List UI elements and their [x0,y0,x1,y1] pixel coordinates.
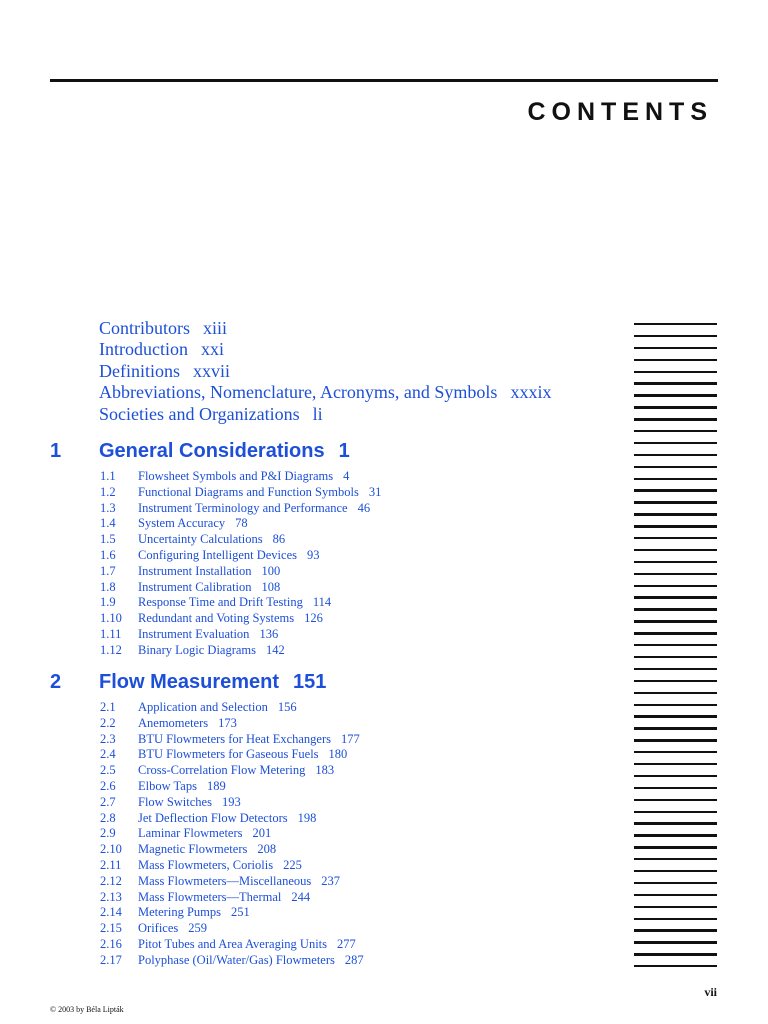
thumb-index-bar [634,882,717,884]
front-matter-item-introduction[interactable]: Introduction xxi [99,339,224,360]
thumb-index-bar [634,668,717,670]
top-rule [50,79,718,82]
toc-entry[interactable] [50,779,620,795]
section-link[interactable]: Cross-Correlation Flow Metering 183 [138,763,335,778]
thumb-index-bar [634,739,717,741]
thumb-index-bar [634,347,717,349]
section-link[interactable]: Pitot Tubes and Area Averaging Units 277 [138,936,356,951]
toc-entry[interactable] [50,937,620,953]
section-link[interactable]: Polyphase (Oil/Water/Gas) Flowmeters 287 [138,952,364,967]
thumb-index-bar [634,763,717,765]
thumb-index-bar [634,787,717,789]
toc-entry[interactable] [50,564,620,580]
toc-entry[interactable] [50,532,620,548]
section-link[interactable]: Configuring Intelligent Devices 93 [138,547,320,562]
section-link[interactable]: Instrument Installation 100 [138,563,281,578]
section-link[interactable]: System Accuracy 78 [138,516,248,531]
thumb-index-bar [634,799,717,801]
thumb-index-bar [634,632,717,634]
page-title: CONTENTS [527,98,713,126]
section-list [50,469,620,659]
section-link[interactable]: Orifices 259 [138,921,208,936]
toc-entry[interactable] [50,763,620,779]
thumb-index-bar [634,442,717,444]
toc-entry[interactable] [50,627,620,643]
toc-entry[interactable] [50,485,620,501]
section-number: 2.15 [100,921,122,936]
thumb-index-bar [634,656,717,658]
section-number: 2.13 [100,889,122,904]
chapter-title-link[interactable]: General Considerations 1 [99,440,350,462]
section-link[interactable]: Instrument Evaluation 136 [138,626,279,641]
thumb-index-bar [634,680,717,682]
thumb-index-bar [634,692,717,694]
section-number: 1.6 [100,547,116,562]
toc-entry[interactable] [50,826,620,842]
toc-entry[interactable] [50,548,620,564]
thumb-index-bar [634,822,717,824]
section-link[interactable]: Laminar Flowmeters 201 [138,826,272,841]
section-link[interactable]: Uncertainty Calculations 86 [138,532,286,547]
section-link[interactable]: BTU Flowmeters for Gaseous Fuels 180 [138,747,348,762]
toc-entry[interactable] [50,700,620,716]
thumb-index-bar [634,608,717,610]
thumb-index-bar [634,727,717,729]
thumb-index-bar [634,811,717,813]
toc-entry[interactable] [50,811,620,827]
thumb-index-bar [634,573,717,575]
section-number: 1.5 [100,532,116,547]
section-link[interactable]: Magnetic Flowmeters 208 [138,842,277,857]
section-number: 2.9 [100,826,116,841]
section-number: 2.3 [100,731,116,746]
toc-entry[interactable] [50,747,620,763]
chapter-number: 2 [50,671,62,693]
section-link[interactable]: Flow Switches 193 [138,794,241,809]
toc-entry[interactable] [50,501,620,517]
thumb-index-bar [634,525,717,527]
section-list [50,700,620,969]
chapter-2 [50,669,620,969]
thumb-index-bar [634,894,717,896]
thumb-index-bar [634,775,717,777]
thumb-index-bar [634,537,717,539]
section-number: 1.4 [100,516,116,531]
thumb-index-bar [634,704,717,706]
section-link[interactable]: Instrument Terminology and Performance 46 [138,500,371,515]
toc-entry[interactable] [50,516,620,532]
thumb-index-bar [634,620,717,622]
thumb-index-bar [634,870,717,872]
thumb-index-bar [634,501,717,503]
section-number: 2.11 [100,857,122,872]
front-matter-item-abbreviations[interactable]: Abbreviations, Nomenclature, Acronyms, and Symbols xxxix [99,382,552,403]
section-number: 2.17 [100,952,122,967]
section-link[interactable]: Metering Pumps 251 [138,905,250,920]
chapter-1 [50,438,620,659]
toc-entry[interactable] [50,643,620,659]
section-number: 2.4 [100,747,116,762]
toc-entry[interactable] [50,595,620,611]
thumb-index-bar [634,715,717,717]
toc-entry[interactable] [50,732,620,748]
section-link[interactable]: Functional Diagrams and Function Symbols 31 [138,484,382,499]
section-number: 1.10 [100,611,122,626]
section-number: 2.16 [100,936,122,951]
toc-entry[interactable] [50,842,620,858]
toc-entry[interactable] [50,874,620,890]
toc-entry[interactable] [50,580,620,596]
thumb-index-bar [634,906,717,908]
thumb-index-bar [634,953,717,955]
toc-entry[interactable] [50,469,620,485]
section-number: 1.2 [100,484,116,499]
thumb-index-bar [634,751,717,753]
front-matter-list [99,318,619,425]
section-number: 2.8 [100,810,116,825]
section-number: 1.11 [100,626,122,641]
section-link[interactable]: Binary Logic Diagrams 142 [138,642,285,657]
section-link[interactable]: Mass Flowmeters—Miscellaneous 237 [138,873,340,888]
thumb-index-bars [634,323,717,977]
chapter-number: 1 [50,440,62,462]
thumb-index-bar [634,335,717,337]
thumb-index-bar [634,549,717,551]
thumb-index-bar [634,834,717,836]
thumb-index-bar [634,585,717,587]
copyright-notice: © 2003 by Béla Lipták [50,1005,124,1014]
thumb-index-bar [634,929,717,931]
section-number: 1.9 [100,595,116,610]
thumb-index-bar [634,561,717,563]
section-number: 2.2 [100,715,116,730]
thumb-index-bar [634,941,717,943]
section-number: 2.12 [100,873,122,888]
section-number: 2.5 [100,763,116,778]
thumb-index-bar [634,965,717,967]
front-matter-item-contributors[interactable]: Contributors xiii [99,318,228,338]
thumb-index-bar [634,858,717,860]
section-link[interactable]: Flowsheet Symbols and P&I Diagrams 4 [138,469,350,483]
toc-entry[interactable] [50,795,620,811]
front-matter-item-definitions[interactable]: Definitions xxvii [99,360,231,381]
toc-entry[interactable] [50,905,620,921]
section-number: 2.14 [100,905,122,920]
page-number: vii [704,985,717,999]
toc-entry[interactable] [50,921,620,937]
front-matter-item-societies[interactable]: Societies and Organizations li [99,403,323,424]
section-number: 2.1 [100,700,116,714]
section-number: 2.6 [100,778,116,793]
section-link[interactable]: Response Time and Drift Testing 114 [138,595,332,610]
thumb-index-bar [634,846,717,848]
section-link[interactable]: Jet Deflection Flow Detectors 198 [138,810,317,825]
section-number: 1.8 [100,579,116,594]
section-link[interactable]: Mass Flowmeters—Thermal 244 [138,889,311,904]
thumb-index-bar [634,513,717,515]
thumb-index-bar [634,644,717,646]
thumb-index-bar [634,478,717,480]
thumb-index-bar [634,489,717,491]
thumb-index-bar [634,371,717,373]
section-link[interactable]: BTU Flowmeters for Heat Exchangers 177 [138,731,360,746]
section-link[interactable]: Application and Selection 156 [138,700,297,714]
thumb-index-bar [634,394,717,396]
thumb-index-bar [634,596,717,598]
section-link[interactable]: Elbow Taps 189 [138,778,226,793]
toc-entry[interactable] [50,716,620,732]
toc-entry[interactable] [50,611,620,627]
section-link[interactable]: Redundant and Voting Systems 126 [138,611,323,626]
section-link[interactable]: Instrument Calibration 108 [138,579,281,594]
chapter-heading[interactable] [50,669,620,699]
section-number: 1.1 [100,469,116,483]
thumb-index-bar [634,406,717,408]
thumb-index-bar [634,359,717,361]
thumb-index-bar [634,454,717,456]
section-number: 2.7 [100,794,116,809]
toc-entry[interactable] [50,890,620,906]
thumb-index-bar [634,418,717,420]
section-link[interactable]: Mass Flowmeters, Coriolis 225 [138,857,302,872]
toc-entry[interactable] [50,858,620,874]
chapter-title-link[interactable]: Flow Measurement 151 [99,671,327,693]
thumb-index-bar [634,918,717,920]
toc-entry[interactable] [50,953,620,969]
chapter-heading[interactable] [50,438,620,468]
section-number: 1.3 [100,500,116,515]
thumb-index-bar [634,430,717,432]
section-number: 1.12 [100,642,122,657]
thumb-index-bar [634,323,717,325]
thumb-index-bar [634,382,717,384]
section-number: 2.10 [100,842,122,857]
section-number: 1.7 [100,563,116,578]
thumb-index-bar [634,466,717,468]
section-link[interactable]: Anemometers 173 [138,715,237,730]
